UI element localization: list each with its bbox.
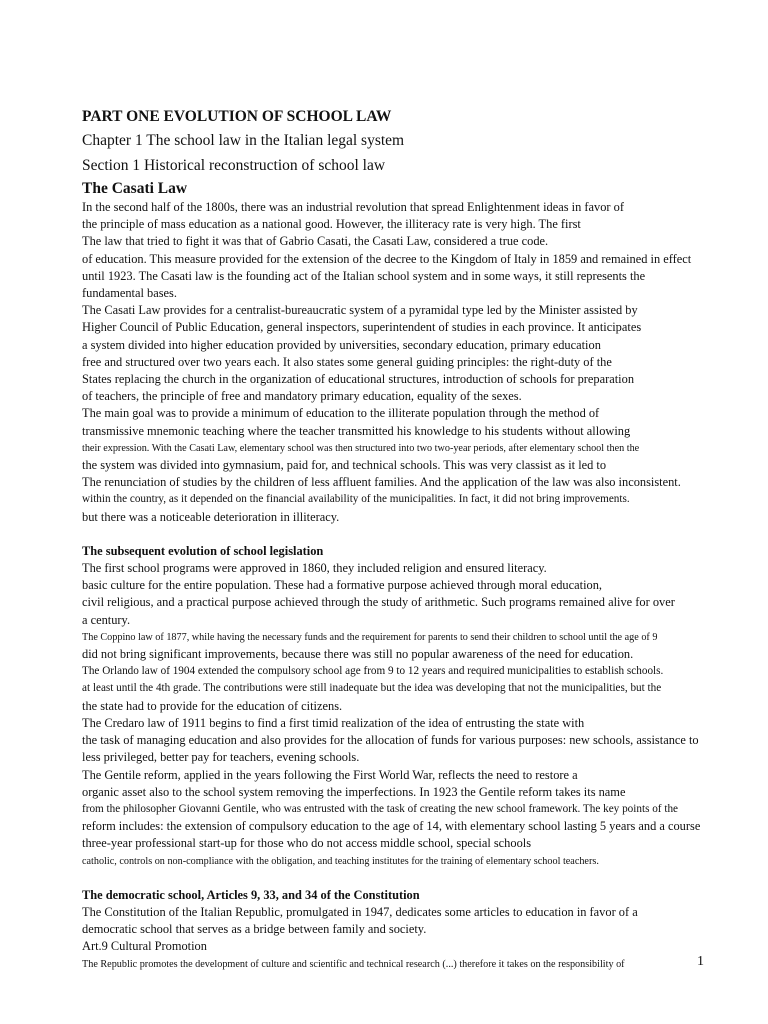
paragraph-gap	[82, 870, 742, 887]
casati-line: the principle of mass education as a national good. However, the illiteracy rate is very high. The first	[82, 217, 581, 232]
casati-line: free and structured over two years each. It also states some general guiding principles: the right-duty of the	[82, 354, 612, 369]
evolution-heading: The subsequent evolution of school legislation	[82, 543, 324, 558]
casati-line: fundamental bases.	[82, 286, 177, 301]
section-title: Section 1 Historical reconstruction of school law	[82, 157, 386, 174]
evolution-line: did not bring significant improvements, because there was still no popular awareness of the need for education.	[82, 647, 634, 662]
casati-line: The renunciation of studies by the children of less affluent families. And the application of the law was also inconsistent.	[82, 475, 681, 490]
evolution-line: the state had to provide for the education of citizens.	[82, 698, 343, 713]
democratic-line: Art.9 Cultural Promotion	[82, 939, 207, 954]
casati-heading: The Casati Law	[82, 180, 188, 197]
democratic-heading: The democratic school, Articles 9, 33, and 34 of the Constitution	[82, 887, 420, 902]
casati-line: The Casati Law provides for a centralist-bureaucratic system of a pyramidal type led by the Minister assisted by	[82, 303, 638, 318]
casati-body	[82, 199, 742, 526]
democratic-body	[82, 904, 742, 973]
chapter-title: Chapter 1 The school law in the Italian legal system	[82, 132, 405, 149]
evolution-line: The Orlando law of 1904 extended the compulsory school age from 9 to 12 years and required municipalities to establish schools.	[82, 665, 664, 678]
democratic-line: The Republic promotes the development of culture and scientific and technical research (...) therefore it takes on the responsibility of	[82, 958, 625, 970]
document-page	[82, 106, 742, 973]
casati-line: of teachers, the principle of free and mandatory primary education, equality of the sexes.	[82, 389, 522, 404]
part-title: PART ONE EVOLUTION OF SCHOOL LAW	[82, 108, 392, 125]
casati-line: In the second half of the 1800s, there was an industrial revolution that spread Enlightenment ideas in favor of	[82, 200, 624, 214]
evolution-line: catholic, controls on non-compliance with the obligation, and teaching institutes for the training of elementary school teachers.	[82, 855, 599, 867]
evolution-line: organic asset also to the school system removing the imperfections. In 1923 the Gentile reform takes its name	[82, 784, 626, 799]
evolution-line: The Coppino law of 1877, while having the necessary funds and the requirement for parents to send their children to school until the age of 9	[82, 631, 658, 643]
casati-line: Higher Council of Public Education, general inspectors, superintendent of studies in each province. It anticipates	[82, 320, 642, 335]
evolution-body	[82, 560, 742, 870]
evolution-line: civil religious, and a practical purpose achieved through the study of arithmetic. Such programs remained alive for over	[82, 595, 675, 610]
casati-line: The law that tried to fight it was that of Gabrio Casati, the Casati Law, considered a true code.	[82, 234, 549, 249]
casati-line: States replacing the church in the organization of educational structures, introduction of schools for preparation	[82, 372, 635, 387]
evolution-line: three-year professional start-up for those who do not access middle school, special schools	[82, 836, 532, 851]
casati-line: the system was divided into gymnasium, paid for, and technical schools. This was very classist as it led to	[82, 458, 607, 473]
evolution-line: a century.	[82, 612, 131, 627]
evolution-line: The Credaro law of 1911 begins to find a first timid realization of the idea of entrusting the state with	[82, 715, 585, 730]
paragraph-gap	[82, 526, 742, 543]
democratic-line: The Constitution of the Italian Republic, promulgated in 1947, dedicates some articles to education in favor of a	[82, 904, 638, 919]
evolution-line: less privileged, better pay for teachers, evening schools.	[82, 750, 360, 765]
casati-line: until 1923. The Casati law is the founding act of the Italian school system and in some ways, it still represents the	[82, 268, 646, 283]
casati-line: a system divided into higher education provided by universities, secondary education, primary education	[82, 337, 601, 352]
democratic-line: democratic school that serves as a bridge between family and society.	[82, 922, 427, 937]
page-number: 1	[697, 954, 704, 969]
evolution-line: the task of managing education and also provides for the allocation of funds for various purposes: new schools, assistance to	[82, 733, 699, 748]
evolution-line: The first school programs were approved in 1860, they included religion and ensured literacy.	[82, 561, 547, 576]
evolution-line: from the philosopher Giovanni Gentile, who was entrusted with the task of creating the new school framework. The key points of the	[82, 802, 679, 815]
casati-line: but there was a noticeable deterioration in illiteracy.	[82, 509, 340, 524]
casati-line: within the country, as it depended on the financial availability of the municipalities. In fact, it did not bring improvements.	[82, 493, 630, 506]
evolution-line: at least until the 4th grade. The contributions were still inadequate but the idea was developing that not the municipalities, but the	[82, 682, 662, 695]
evolution-line: reform includes: the extension of compulsory education to the age of 14, with elementary school lasting 5 years and a course	[82, 819, 701, 834]
casati-line: of education. This measure provided for the extension of the decree to the Kingdom of Italy in 1859 and remained in effect	[82, 251, 692, 266]
evolution-line: basic culture for the entire population. These had a formative purpose achieved through moral education,	[82, 578, 602, 593]
casati-line: transmissive mnemonic teaching where the teacher transmitted his knowledge to his students without allowing	[82, 423, 631, 438]
casati-line: The main goal was to provide a minimum of education to the illiterate population through the method of	[82, 406, 600, 421]
evolution-line: The Gentile reform, applied in the years following the First World War, reflects the need to restore a	[82, 767, 578, 782]
casati-line: their expression. With the Casati Law, elementary school was then structured into two two-year periods, after elementary school then the	[82, 442, 640, 454]
